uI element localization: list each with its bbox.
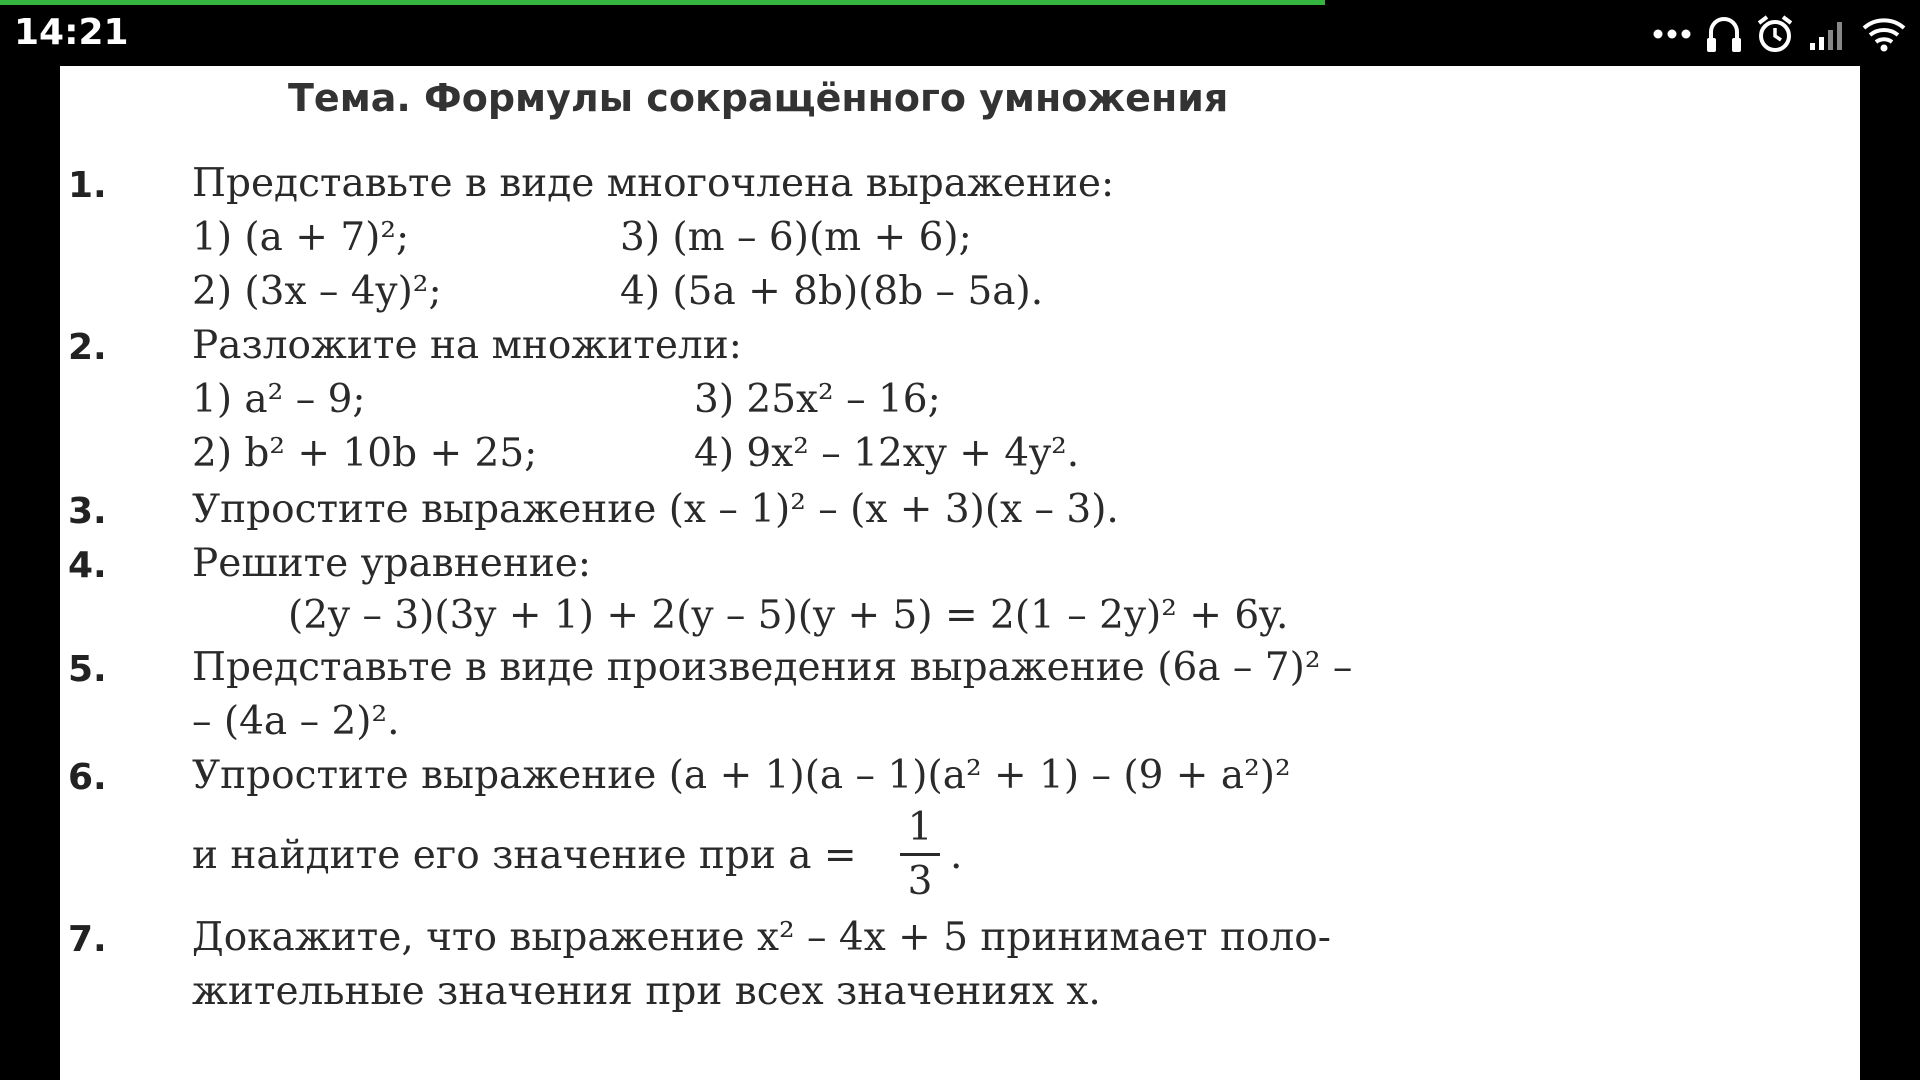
status-bar <box>0 0 1920 66</box>
task-text: Представьте в виде произведения выражение (6a – 7)² – <box>192 645 1353 690</box>
status-icons <box>1652 14 1906 54</box>
fraction <box>900 805 940 904</box>
fraction-end: . <box>950 833 963 878</box>
task-item: 4) (5a + 8b)(8b – 5a). <box>620 269 1044 314</box>
more-dots-icon <box>1652 28 1692 40</box>
task-item: 1) a² – 9; <box>192 377 366 422</box>
alarm-clock-icon <box>1756 14 1794 54</box>
task-item: 2) b² + 10b + 25; <box>192 431 538 476</box>
task-number: 4. <box>68 545 107 586</box>
task-item: 3) 25x² – 16; <box>694 377 941 422</box>
wifi-icon <box>1862 16 1906 52</box>
task-text: Представьте в виде многочлена выражение: <box>192 161 1115 206</box>
task-number: 5. <box>68 649 107 690</box>
task-number: 7. <box>68 919 107 960</box>
fraction-bar <box>900 853 940 856</box>
task-continuation: – (4a – 2)². <box>192 699 400 744</box>
task-continuation: жительные значения при всех значениях x. <box>192 969 1101 1014</box>
task-number: 3. <box>68 491 107 532</box>
task-number: 6. <box>68 757 107 798</box>
document-page <box>60 66 1860 1080</box>
task-text: Упростите выражение (x – 1)² – (x + 3)(x – 3). <box>192 487 1119 532</box>
status-time: 14:21 <box>14 12 129 53</box>
download-progress-bar <box>0 0 1325 5</box>
task-text: Решите уравнение: <box>192 541 592 586</box>
task-item: 2) (3x – 4y)²; <box>192 269 442 314</box>
page-title: Тема. Формулы сокращённого умножения <box>288 76 1229 120</box>
task-text: Упростите выражение (a + 1)(a – 1)(a² + 1) – (9 + a²)² <box>192 753 1291 798</box>
fraction-denominator: 3 <box>907 859 933 904</box>
cellular-signal-icon <box>1808 17 1848 51</box>
task-text: Докажите, что выражение x² – 4x + 5 принимает поло- <box>192 915 1331 960</box>
task-item: 4) 9x² – 12xy + 4y². <box>694 431 1080 476</box>
task-equation: (2y – 3)(3y + 1) + 2(y – 5)(y + 5) = 2(1 – 2y)² + 6y. <box>288 593 1289 638</box>
task-text: Разложите на множители: <box>192 323 742 368</box>
task-item: 1) (a + 7)²; <box>192 215 410 260</box>
task-number: 1. <box>68 165 107 206</box>
task-number: 2. <box>68 327 107 368</box>
task-continuation: и найдите его значение при a = <box>192 833 857 878</box>
fraction-numerator: 1 <box>907 805 933 850</box>
headphones-icon <box>1706 14 1742 54</box>
task-item: 3) (m – 6)(m + 6); <box>620 215 972 260</box>
